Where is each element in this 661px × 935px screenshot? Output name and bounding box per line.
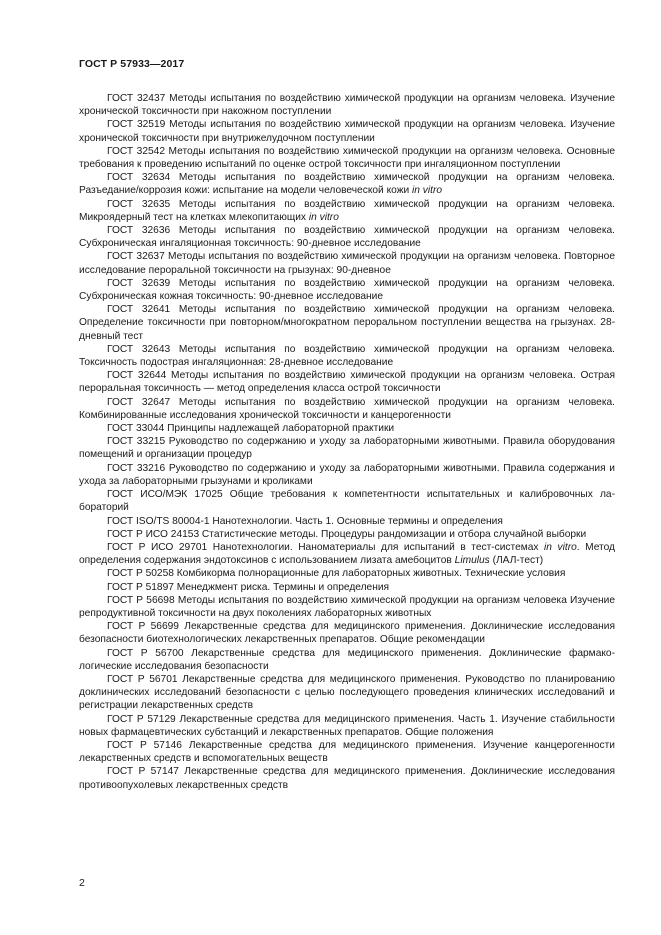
reference-item: ГОСТ Р 51897 Менеджмент риска. Термины и определения [107,581,390,593]
reference-item: ГОСТ Р 56698 Методы испытания по воздействию химической продукции на организм человека Изучение репродуктивной токсичности на двух поколениях лабораторных животных [79,594,615,619]
reference-item: ГОСТ 32636 Методы испытания по воздействию химической продукции на организм человека. Субхроническая ингаляционная токсичность: 90-дневное исследование [79,225,615,250]
reference-item: ГОСТ 32644 Методы испытания по воздействию химической продукции на организм человека. Острая пероральная токсичность — метод определения класса острой токсичности [79,370,615,395]
reference-item: ГОСТ Р 50258 Комбикорма полнорационные для лабораторных животных. Технические условия [107,568,566,580]
reference-item: ГОСТ 32542 Методы испытания по воздействию химической продукции на организм человека. Основные требования к проведению испытаний по оценке острой токсичности при ингаляционном поступлении [79,145,615,171]
reference-item: ГОСТ 33044 Принципы надлежащей лабораторной практики [107,423,395,435]
reference-item: ГОСТ 32437 Методы испытания по воздействию химической продукции на организм человека. Изучение хронической токсичности при накожном поступлении [79,93,615,118]
reference-item: ГОСТ Р ИСО 29701 Нанотехнологии. Наноматериалы для испытаний в тест-системах in vitro. Метод определения содержания эндотоксинов с использованием лизата амебоцитов Limulus (ЛАЛ-тест) [79,541,615,567]
reference-item: ГОСТ Р 57146 Лекарственные средства для медицинского применения. Изучение канцерогенности лекарственных средств и вспомогательных веществ [79,739,615,765]
reference-item: ГОСТ 32641 Методы испытания по воздействию химической продукции на организм человека. Определение токсичности при повторном/многократном пероральном поступлении вещества на грызунах. 28-дневный тест [79,304,615,342]
reference-item: ГОСТ Р 56700 Лекарственные средства для медицинского применения. Доклинические фармакологические исследования безопасности [79,647,615,672]
reference-item: ГОСТ 32637 Методы испытания по воздействию химической продукции на организм человека. Повторное исследование пероральной токсичности на грызунах: 90-дневное [79,251,615,276]
reference-item: ГОСТ 32643 Методы испытания по воздействию химической продукции на организм человека. Токсичность подострая ингаляционная: 28-дневное исследование [79,343,615,369]
normative-references-list [79,92,615,792]
reference-item: ГОСТ 33215 Руководство по содержанию и уходу за лабораторными животными. Правила оборудования помещений и организации процедур [79,436,615,461]
reference-item: ГОСТ 32519 Методы испытания по воздействию химической продукции на организм человека. Изучение хронической токсичности при внутрижелудочном поступлении [79,119,615,144]
reference-item: ГОСТ 32634 Методы испытания по воздействию химической продукции на организм человека. Разъедание/коррозия кожи: испытание на модели человеческой кожи in vitro [79,172,615,197]
reference-item: ГОСТ ISO/TS 80004-1 Нанотехнологии. Часть 1. Основные термины и определения [107,515,503,527]
reference-item: ГОСТ 32639 Методы испытания по воздействию химической продукции на организм человека. Субхроническая кожная токсичность: 90-дневное исследование [79,277,615,303]
reference-item: ГОСТ ИСО/МЭК 17025 Общие требования к компетентности испытательных и калибровочных лабораторий [79,489,615,514]
reference-item: ГОСТ Р ИСО 24153 Статистические методы. Процедуры рандомизации и отбора случайной выборки [107,528,587,540]
reference-item: ГОСТ 32635 Методы испытания по воздействию химической продукции на организм человека. Микроядерный тест на клетках млекопитающих in vitro [79,198,615,223]
reference-item: ГОСТ Р 56701 Лекарственные средства для медицинского применения. Руководство по планированию доклинических исследований безопасности с целью последующего проведения клинических исследований и регистрации лекарственных средств [79,673,615,712]
reference-item: ГОСТ Р 57147 Лекарственные средства для медицинского применения. Доклинические исследования противоопухолевых лекарственных средств [79,766,615,791]
reference-item: ГОСТ 33216 Руководство по содержанию и уходу за лабораторными животными. Правила содержания и ухода за лабораторными грызунами и кроликами [79,462,615,487]
page-number: 2 [79,877,85,889]
reference-item: ГОСТ Р 56699 Лекарственные средства для медицинского применения. Доклинические исследования безопасности биотехнологических лекарственных препаратов. Общие рекомендации [79,621,615,646]
reference-item: ГОСТ Р 57129 Лекарственные средства для медицинского применения. Часть 1. Изучение стабильности новых фармацевтических субстанций и лекарственных препаратов. Общие положения [79,713,615,738]
reference-item: ГОСТ 32647 Методы испытания по воздействию химической продукции на организм человека. Комбинированные исследования хронической токсичности и канцерогенности [79,396,615,421]
document-header: ГОСТ Р 57933—2017 [79,58,185,70]
